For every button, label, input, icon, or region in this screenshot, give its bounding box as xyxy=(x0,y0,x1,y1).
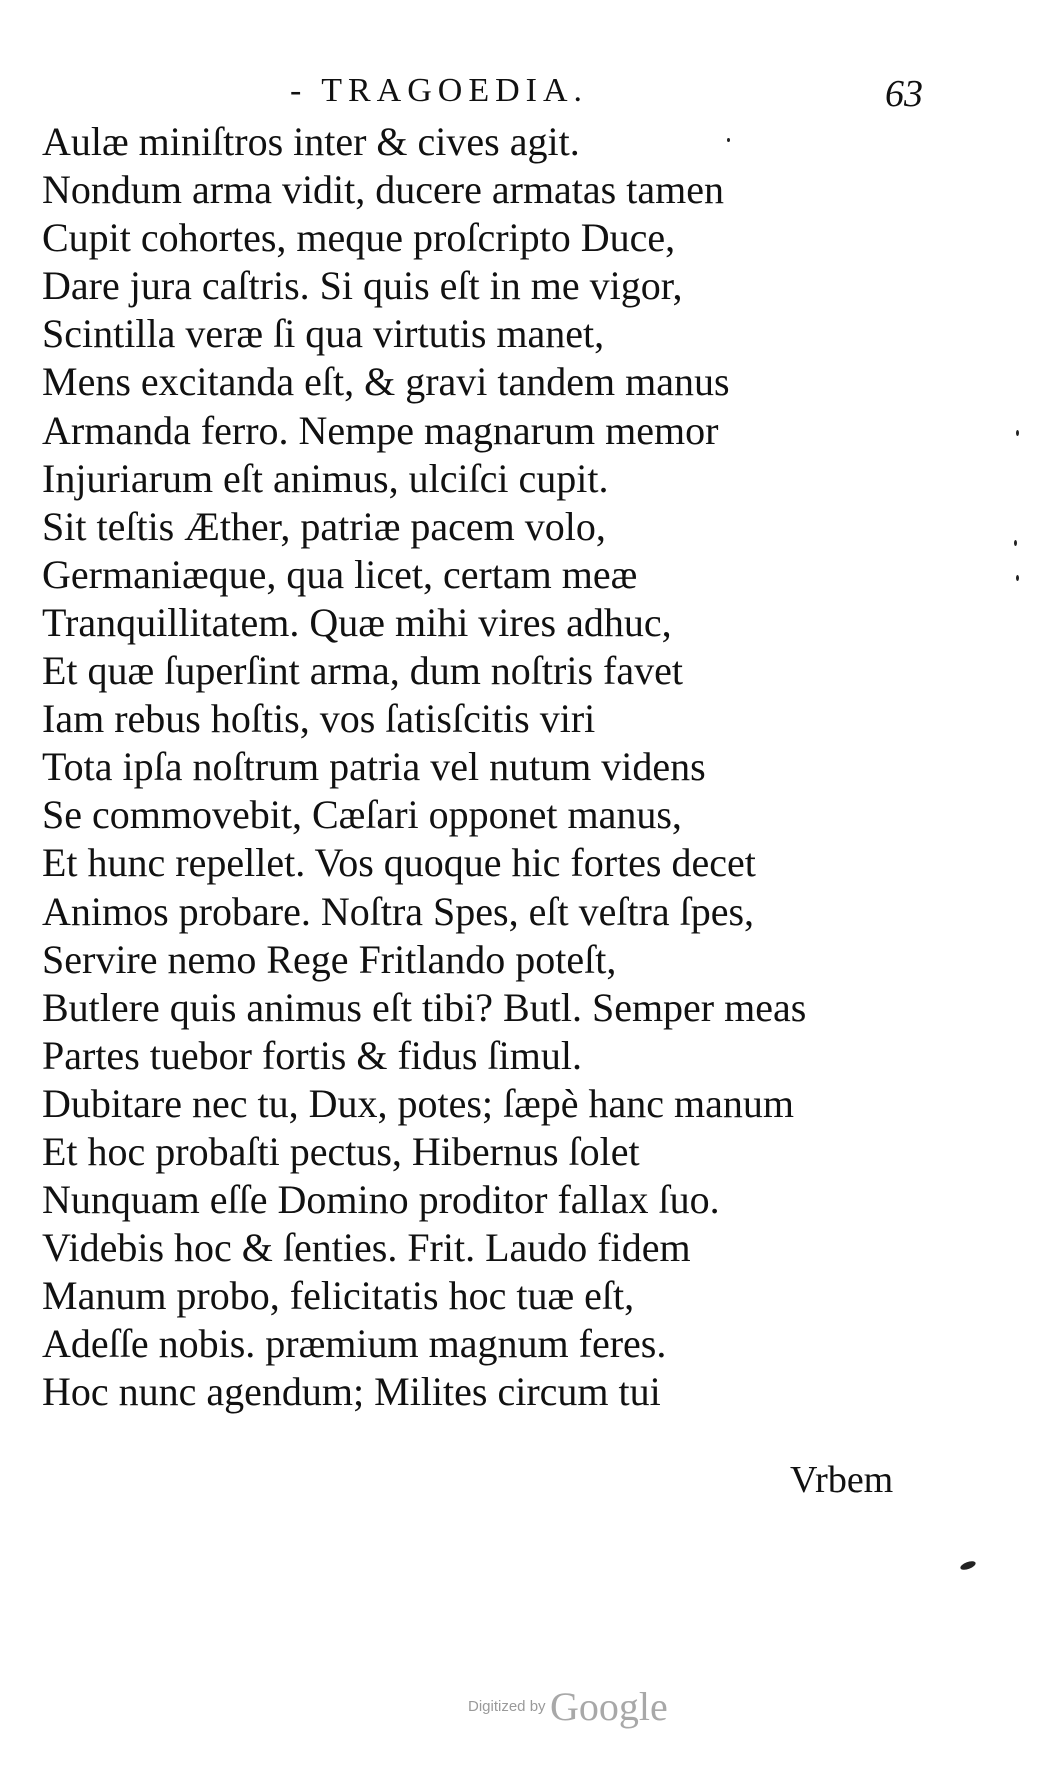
verse-line: Adeſſe nobis. præmium magnum feres. xyxy=(42,1321,667,1367)
verse-line: Cupit cohortes, meque proſcripto Duce, xyxy=(42,215,676,261)
verse-line: Armanda ferro. Nempe magnarum memor xyxy=(42,407,719,453)
verse-line: Nunquam eſſe Domino proditor fallax ſuo. xyxy=(42,1177,720,1223)
verse-line: Dubitare nec tu, Dux, potes; ſæpè hanc manum xyxy=(42,1080,795,1126)
verse-line: Dare jura caſtris. Si quis eſt in me vigor, xyxy=(42,263,683,309)
watermark-brand: Google xyxy=(550,1684,668,1729)
print-speck xyxy=(959,1559,976,1571)
verse-line: Et hoc probaſti pectus, Hibernus ſolet xyxy=(42,1128,640,1174)
watermark-prefix: Digitized by xyxy=(468,1698,546,1715)
verse-line: Videbis hoc & ſenties. Frit. Laudo fidem xyxy=(42,1225,691,1271)
verse-block xyxy=(42,118,962,1417)
verse-line: Injuriarum eſt animus, ulciſci cupit. xyxy=(42,455,609,501)
verse-line: Servire nemo Rege Fritlando poteſt, xyxy=(42,936,617,982)
verse-line: Tota ipſa noſtrum patria vel nutum videns xyxy=(42,744,706,790)
catchword: Vrbem xyxy=(790,1459,894,1501)
verse-line: Et hunc repellet. Vos quoque hic fortes decet xyxy=(42,840,756,886)
verse-line: Manum probo, felicitatis hoc tuæ eſt, xyxy=(42,1273,635,1319)
print-speck xyxy=(1014,540,1017,546)
page-number: 63 xyxy=(885,73,923,115)
verse-line: Mens excitanda eſt, & gravi tandem manus xyxy=(42,359,730,405)
verse-line: Se commovebit, Cæſari opponet manus, xyxy=(42,792,682,838)
verse-line: Sit teſtis Æther, patriæ pacem volo, xyxy=(42,503,606,549)
verse-line: Nondum arma vidit, ducere armatas tamen xyxy=(42,167,724,213)
running-title: - TRAGOEDIA. xyxy=(290,72,589,109)
verse-line: Germaniæque, qua licet, certam meæ xyxy=(42,551,638,597)
verse-line: Aulæ miniſtros inter & cives agit. xyxy=(42,119,580,164)
verse-line: Scintilla veræ ſi qua virtutis manet, xyxy=(42,311,605,357)
verse-line: Animos probare. Noſtra Spes, eſt veſtra ſpes, xyxy=(42,888,755,934)
digitization-watermark xyxy=(468,1683,668,1730)
verse-line: Et quæ ſuperſint arma, dum noſtris favet xyxy=(42,648,683,694)
verse-line: Partes tuebor fortis & fidus ſimul. xyxy=(42,1032,582,1078)
verse-line: Tranquillitatem. Quæ mihi vires adhuc, xyxy=(42,599,672,645)
verse-line: Butlere quis animus eſt tibi? Butl. Semper meas xyxy=(42,984,807,1030)
print-speck xyxy=(727,138,730,142)
verse-line: Hoc nunc agendum; Milites circum tui xyxy=(42,1369,661,1415)
print-speck xyxy=(1016,430,1019,436)
print-speck xyxy=(1016,575,1019,581)
verse-line: Iam rebus hoſtis, vos ſatisſcitis viri xyxy=(42,696,596,742)
